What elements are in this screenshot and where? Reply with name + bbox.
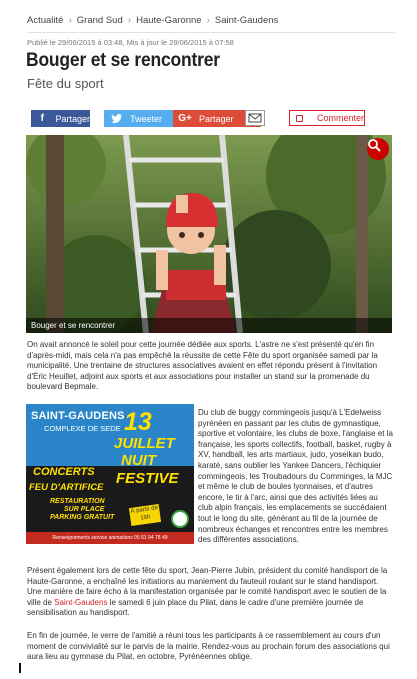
poster-day: 13 bbox=[124, 408, 152, 436]
googleplus-share-label: Partager bbox=[199, 113, 234, 124]
hero-image[interactable] bbox=[26, 135, 392, 333]
email-share-button[interactable] bbox=[245, 110, 265, 126]
article-paragraph: On avait annoncé le soleil pour cette journée dédiée aux sports. L'astre ne s'est présenté qu'en fin d'après-midi, mais cela n'a pas empêché la réussite de cette Fête du sport organisée samedi par la municipalité. Une trentaine de structures associatives avaient en effet répondu présent à l'invitation d'Éric Heuillet, adjoint aux sports et aux associations pour installer un stand sur la promenade du boulevard Bepmale. bbox=[27, 340, 378, 392]
magnifier-icon bbox=[367, 138, 381, 152]
breadcrumb-grand-sud[interactable]: Grand Sud bbox=[76, 14, 123, 26]
mail-icon bbox=[246, 111, 264, 125]
hero-caption: Bouger et se rencontrer bbox=[26, 318, 392, 333]
chevron-right-icon: › bbox=[206, 14, 210, 26]
facebook-icon: f bbox=[40, 113, 44, 124]
facebook-share-button[interactable] bbox=[31, 110, 90, 127]
hero-photo bbox=[26, 135, 392, 333]
poster-sur: SUR PLACE bbox=[64, 506, 105, 513]
paragraph-text: le samedi 6 juin place du Pilat, dans le cadre d'une première journée de sensibilisation au handisport. bbox=[27, 597, 364, 618]
breadcrumb-saint-gaudens[interactable]: Saint-Gaudens bbox=[214, 14, 279, 26]
comment-button[interactable] bbox=[289, 110, 365, 126]
poster-info: Renseignements service animations 05 61 94 78 49 bbox=[26, 532, 194, 544]
googleplus-icon: G+ bbox=[178, 113, 192, 124]
share-bar bbox=[31, 110, 367, 128]
breadcrumb-haute-garonne[interactable]: Haute-Garonne bbox=[136, 14, 202, 26]
paragraph-text: Présent également lors de cette fête du sport, Jean-Pierre Jubin, président du comité handisport de la Haute-Garonne, a enchaîné les initiations au maniement du fauteuil roulant sur le stand handisport. Une manière de faire écho à la manifestation organisée par le comité handisport avec le soutien de la ville de bbox=[27, 566, 388, 607]
zoom-button[interactable] bbox=[367, 138, 389, 160]
poster-month: JUILLET bbox=[114, 435, 175, 452]
twitter-share-label: Tweeter bbox=[130, 113, 163, 124]
comment-label: Commenter bbox=[316, 113, 364, 123]
poster-nuit: NUIT bbox=[121, 452, 156, 469]
poster-concerts: CONCERTS bbox=[33, 466, 95, 478]
breadcrumb-actualite[interactable]: Actualité bbox=[27, 14, 64, 26]
twitter-icon bbox=[109, 114, 123, 123]
poster-time: À partir de 19h bbox=[129, 504, 161, 526]
text-cursor bbox=[19, 663, 21, 673]
poster-parking: PARKING GRATUIT bbox=[50, 514, 115, 521]
event-poster-image[interactable] bbox=[26, 404, 194, 544]
poster-feu: FEU D'ARTIFICE bbox=[29, 482, 104, 493]
article-title: Bouger et se rencontrer bbox=[26, 50, 220, 71]
article-paragraph bbox=[27, 566, 395, 619]
publish-date: Publié le 29/06/2015 à 03:48, Mis à jour le 29/06/2015 à 07:58 bbox=[27, 38, 234, 47]
poster-complex: COMPLEXE DE SEDE bbox=[44, 424, 121, 433]
poster-resto: RESTAURATION bbox=[50, 498, 105, 505]
article-paragraph: En fin de journée, le verre de l'amitié a réuni tous les participants à ce rassemblement au cours d'un moment de convivialité sur le parvis de la mairie. Rendez-vous au prochain forum des associations qui aura lieu au gymnase du Pilat, en octobre, Pyrénéennes oblige. bbox=[27, 631, 390, 662]
breadcrumb bbox=[27, 12, 278, 28]
saint-gaudens-link[interactable]: Saint-Gaudens bbox=[54, 597, 108, 607]
facebook-share-label: Partager bbox=[55, 113, 90, 124]
poster-city: SAINT-GAUDENS bbox=[31, 410, 125, 422]
article-paragraph: Du club de buggy commingeois jusqu'à L'Edelweiss pyrénéen en passant par les clubs de gymnastique, sportive et volontaire, les clubs de boxe, l'anglaise et la française, les sports collectifs, football, basket, rugby à XV, handball, les arts martiaux, judo, yoseikan budo, karaté, sans oublier les Yankee Dancers, l'échiquier commingeois, les Troubadours du Comminges, la MJC et même le club de boules lyonnaises, et d'autres encore, le tir à l'arc, ainsi que des activités liées au club alpin français, les emplacements se succédaient tout le long du site, générant au fil de la journée de nombreux échanges et rencontres entre les membres des différentes associations. bbox=[198, 408, 393, 545]
comment-icon bbox=[296, 115, 303, 122]
poster-logo-icon bbox=[171, 510, 189, 528]
chevron-right-icon: › bbox=[68, 14, 72, 26]
poster-festive: FESTIVE bbox=[116, 470, 179, 487]
breadcrumb-divider bbox=[27, 32, 395, 33]
chevron-right-icon: › bbox=[127, 14, 132, 26]
article-subtitle: Fête du sport bbox=[27, 76, 104, 91]
